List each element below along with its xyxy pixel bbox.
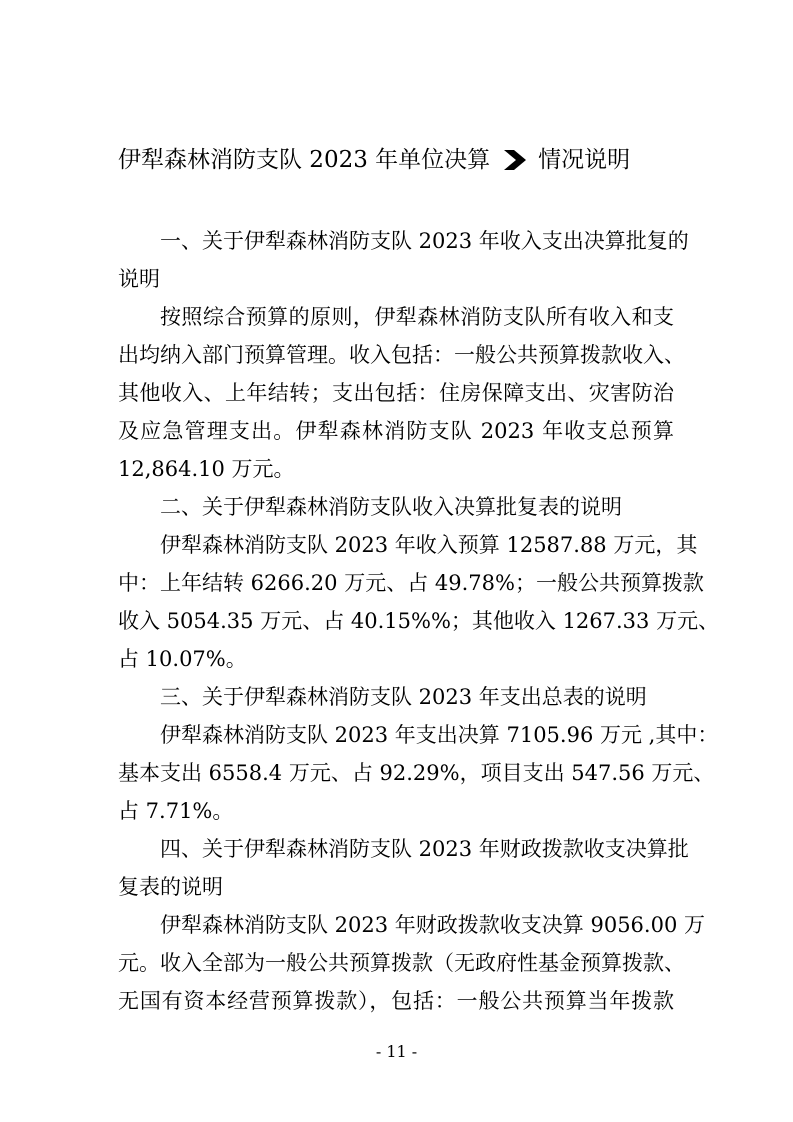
paragraph-line: 占 10.07%。 [118, 647, 247, 671]
paragraph-line: 按照综合预算的原则，伊犁森林消防支队所有收入和支 [160, 305, 674, 329]
paragraph-line: 中：上年结转 6266.20 万元、占 49.78%；一般公共预算拨款 [118, 571, 704, 595]
paragraph-line: 伊犁森林消防支队 2023 年财政拨款收支决算 9056.00 万 [160, 913, 705, 937]
chevron-right-icon [502, 150, 528, 170]
section-heading-4: 四、关于伊犁森林消防支队 2023 年财政拨款收支决算批 [160, 837, 689, 861]
title-suffix: 情况说明 [538, 147, 631, 173]
paragraph-line: 无国有资本经营预算拨款），包括：一般公共预算当年拨款 [118, 989, 674, 1013]
paragraph-line: 出均纳入部门预算管理。收入包括：一般公共预算拨款收入、 [118, 343, 685, 367]
paragraph-line: 及应急管理支出。伊犁森林消防支队 2023 年收支总预算 [118, 419, 674, 443]
page-title [118, 140, 630, 180]
title-text: 伊犁森林消防支队 2023 年单位决算 [118, 147, 491, 173]
paragraph-line: 占 7.71%。 [118, 799, 234, 823]
page-number: - 11 - [375, 1042, 418, 1061]
paragraph-line: 伊犁森林消防支队 2023 年支出决算 7105.96 万元 ,其中： [160, 723, 719, 747]
section-heading-1-cont: 说明 [118, 267, 160, 291]
paragraph-line: 收入 5054.35 万元、占 40.15%%；其他收入 1267.33 万元、 [118, 609, 720, 633]
section-heading-4-cont: 复表的说明 [118, 875, 223, 899]
paragraph-line: 元。收入全部为一般公共预算拨款（无政府性基金预算拨款、 [118, 951, 685, 975]
paragraph-line: 伊犁森林消防支队 2023 年收入预算 12587.88 万元，其 [160, 533, 698, 557]
paragraph-line: 其他收入、上年结转；支出包括：住房保障支出、灾害防治 [118, 381, 674, 405]
section-heading-2: 二、关于伊犁森林消防支队收入决算批复表的说明 [160, 495, 622, 519]
paragraph-line: 12,864.10 万元。 [118, 457, 295, 481]
section-heading-3: 三、关于伊犁森林消防支队 2023 年支出总表的说明 [160, 685, 647, 709]
paragraph-line: 基本支出 6558.4 万元、占 92.29%，项目支出 547.56 万元、 [118, 761, 715, 785]
section-heading-1: 一、关于伊犁森林消防支队 2023 年收入支出决算批复的 [160, 229, 689, 253]
